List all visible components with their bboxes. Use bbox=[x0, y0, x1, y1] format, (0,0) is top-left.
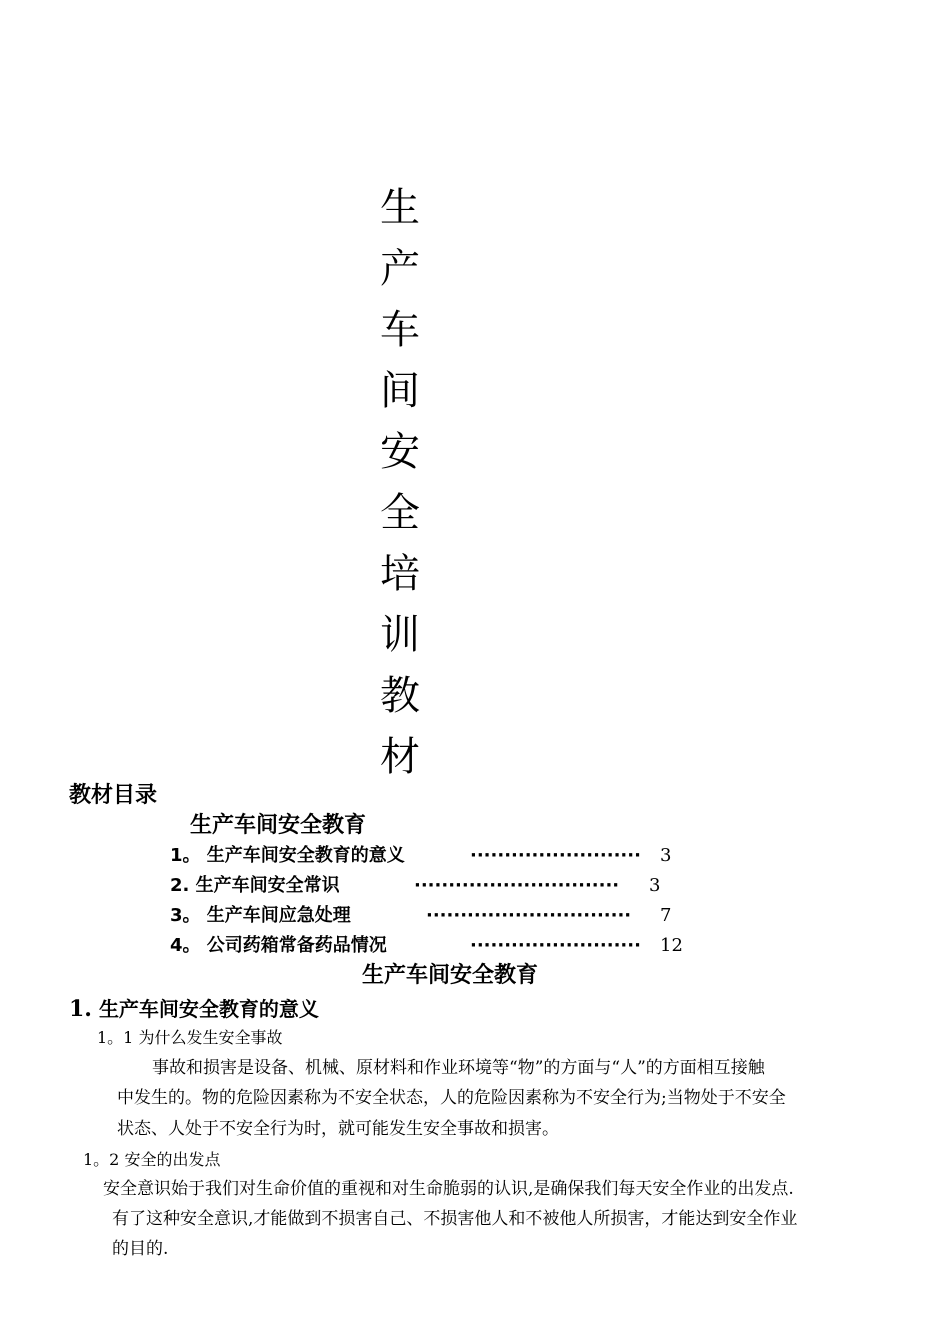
paragraph-line: 事故和损害是设备、机械、原材料和作业环境等“物”的方面与“人”的方面相互接触 bbox=[152, 1058, 765, 1078]
cover-title-char: 产 bbox=[380, 246, 420, 292]
toc-subheading: 生产车间安全教育 bbox=[190, 813, 367, 838]
cover-title-char: 全 bbox=[380, 490, 420, 536]
cover-title-char: 生 bbox=[380, 185, 420, 231]
paragraph-line: 安全意识始于我们对生命价值的重视和对生命脆弱的认识,是确保我们每天安全作业的出发点. bbox=[103, 1179, 794, 1199]
cover-title-char: 培 bbox=[380, 551, 420, 597]
section-title: 生产车间安全教育 bbox=[361, 963, 538, 988]
toc-item-page: 7 bbox=[660, 905, 672, 926]
toc-item-label[interactable]: 3。 生产车间应急处理 bbox=[170, 905, 351, 926]
toc-item-leader: ······························ bbox=[426, 905, 632, 926]
cover-title-char: 材 bbox=[380, 734, 420, 780]
cover-title-char: 间 bbox=[380, 368, 420, 414]
toc-item-leader: ························· bbox=[470, 845, 641, 866]
paragraph-line: 有了这种安全意识,才能做到不损害自己、不损害他人和不被他人所损害，才能达到安全作业 bbox=[112, 1209, 798, 1229]
cover-title-char: 教 bbox=[380, 673, 420, 719]
paragraph-line: 状态、人处于不安全行为时，就可能发生安全事故和损害。 bbox=[117, 1119, 559, 1139]
cover-title-char: 车 bbox=[380, 307, 420, 353]
toc-item-page: 12 bbox=[660, 935, 683, 956]
toc-item-page: 3 bbox=[660, 845, 672, 866]
toc-item-label[interactable]: 4。 公司药箱常备药品情况 bbox=[170, 935, 387, 956]
paragraph-line: 中发生的。物的危险因素称为不安全状态，人的危险因素称为不安全行为;当物处于不安全 bbox=[117, 1088, 786, 1108]
cover-title bbox=[370, 178, 430, 788]
toc-item-leader: ······························ bbox=[414, 875, 620, 896]
toc-item-leader: ························· bbox=[470, 935, 641, 956]
toc-item-page: 3 bbox=[649, 875, 661, 896]
chapter-number: 1. bbox=[69, 996, 92, 1022]
toc-item-label[interactable]: 1。 生产车间安全教育的意义 bbox=[170, 845, 405, 866]
chapter-title: 生产车间安全教育的意义 bbox=[98, 997, 319, 1021]
cover-title-char: 训 bbox=[380, 612, 420, 658]
toc-item-label[interactable]: 2. 生产车间安全常识 bbox=[170, 875, 340, 896]
subsection-heading: 1。2 安全的出发点 bbox=[83, 1150, 221, 1169]
chapter-heading bbox=[69, 995, 319, 1023]
subsection-heading: 1。1 为什么发生安全事故 bbox=[97, 1028, 283, 1047]
paragraph-line: 的目的. bbox=[112, 1239, 169, 1259]
cover-title-char: 安 bbox=[380, 429, 420, 475]
toc-heading: 教材目录 bbox=[69, 783, 158, 808]
